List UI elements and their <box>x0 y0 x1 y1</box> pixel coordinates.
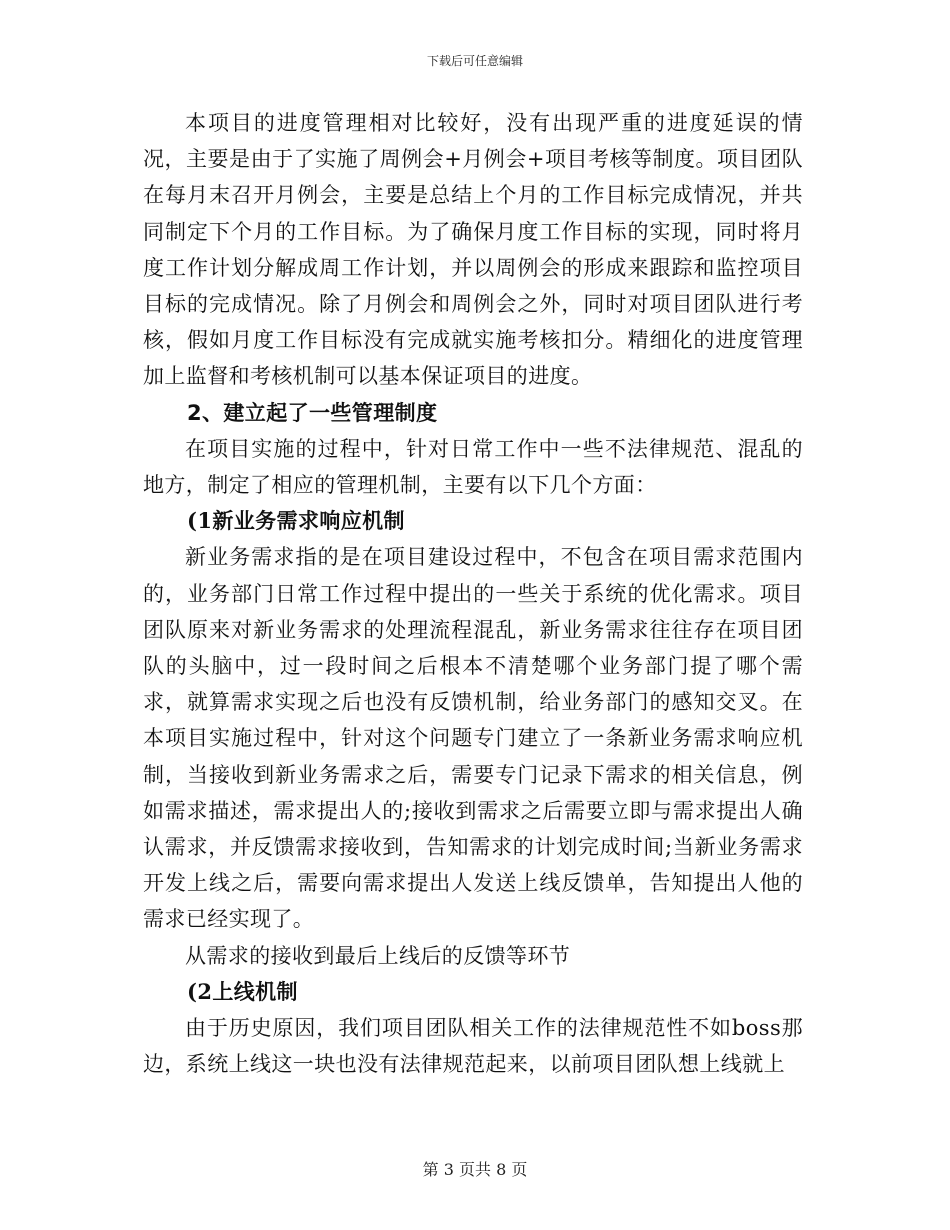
page-header: 下载后可任意编辑 <box>426 54 523 68</box>
section-heading-management-systems: 2、建立起了一些管理制度 <box>187 400 438 425</box>
paragraph-progress-management: 本项目的进度管理相对比较好，没有出现严重的进度延误的情况，主要是由于了实施了周例会+月例会+项目考核等制度。项目团队在每月末召开月例会，主要是总结上个月的工作目标完成情况，并共同制定下个月的工作目标。为了确保月度工作目标的实现，同时将月度工作计划分解成周工作计划，并以周例会的形成来跟踪和监控项目目标的完成情况。除了月例会和周例会之外，同时对项目团队进行考核，假如月度工作目标没有完成就实施考核扣分。精细化的进度管理加上监督和考核机制可以基本保证项目的进度。 <box>143 111 803 389</box>
paragraph-requirement-feedback: 从需求的接收到最后上线后的反馈等环节 <box>185 943 571 968</box>
subheading-new-requirement-mechanism: (1新业务需求响应机制 <box>187 508 405 534</box>
paragraph-release-mechanism: 由于历史原因，我们项目团队相关工作的法律规范性不如boss那边，系统上线这一块也没有法律规范起来，以前项目团队想上线就上 <box>143 1016 803 1077</box>
paragraph-new-requirement-mechanism: 新业务需求指的是在项目建设过程中，不包含在项目需求范围内的，业务部门日常工作过程中提出的一些关于系统的优化需求。项目团队原来对新业务需求的处理流程混乱，新业务需求往往存在项目团队的头脑中，过一段时间之后根本不清楚哪个业务部门提了哪个需求，就算需求实现之后也没有反馈机制，给业务部门的感知交叉。在本项目实施过程中，针对这个问题专门建立了一条新业务需求响应机制，当接收到新业务需求之后，需要专门记录下需求的相关信息，例如需求描述，需求提出人的;接收到需求之后需要立即与需求提出人确认需求，并反馈需求接收到，告知需求的计划完成时间;当新业务需求开发上线之后，需要向需求提出人发送上线反馈单，告知提出人他的需求已经实现了。 <box>143 545 803 932</box>
body-content <box>143 105 803 1082</box>
paragraph-management-intro: 在项目实施的过程中，针对日常工作中一些不法律规范、混乱的地方，制定了相应的管理机制，主要有以下几个方面： <box>143 436 803 498</box>
page-footer: 第 3 页共 8 页 <box>422 1160 528 1179</box>
subheading-release-mechanism: (2上线机制 <box>187 978 298 1004</box>
